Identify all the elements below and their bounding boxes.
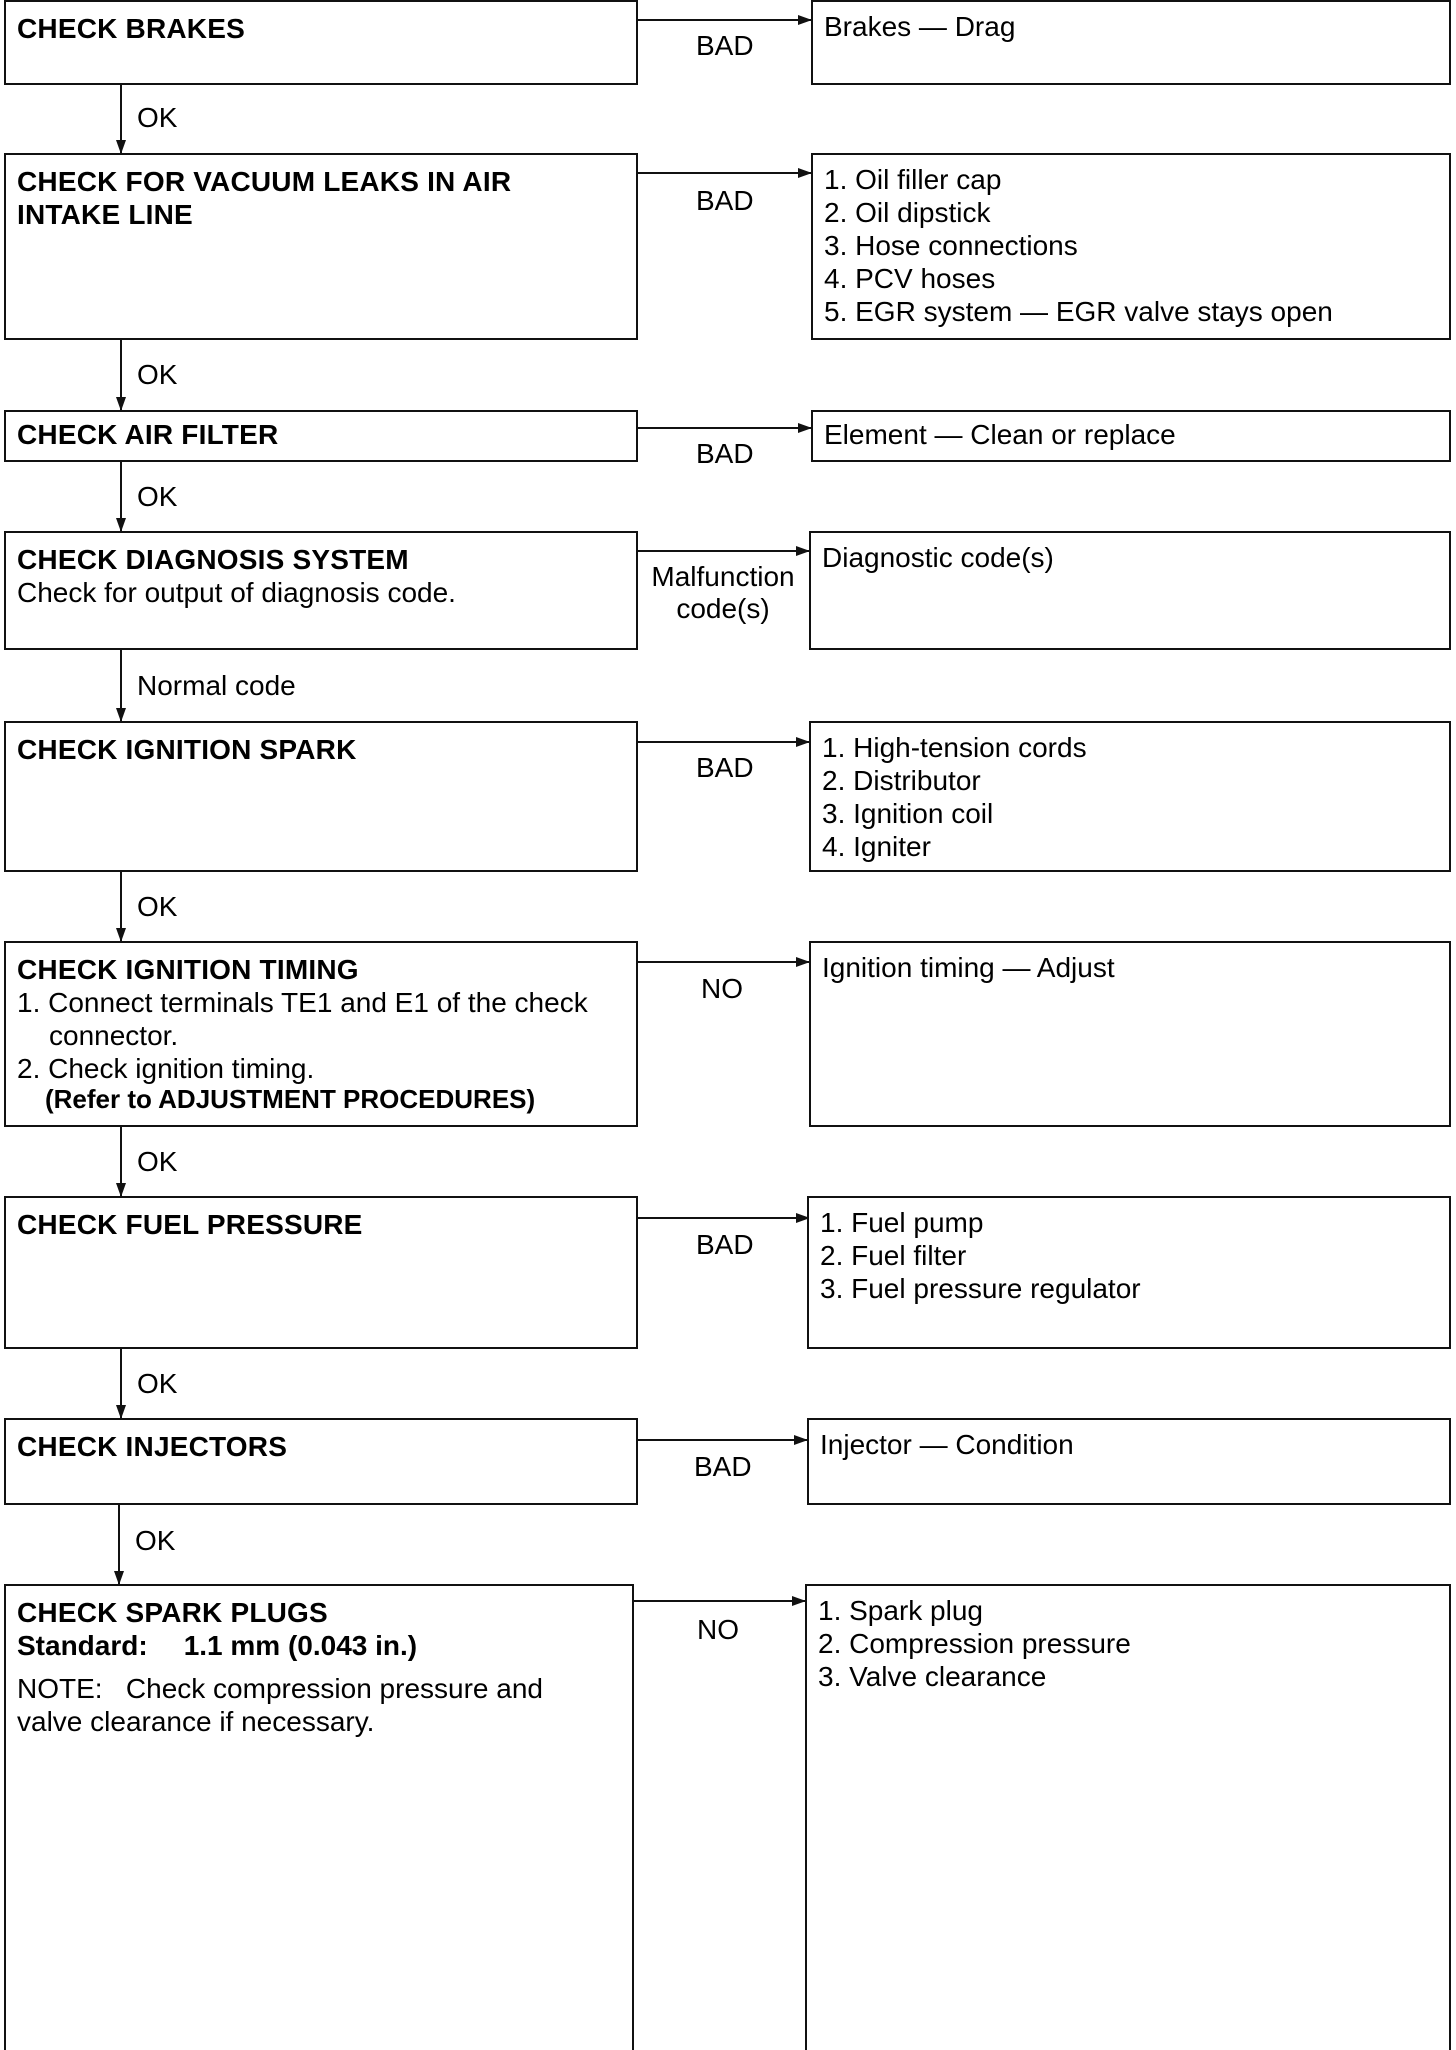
flow-label-ok: OK — [137, 359, 178, 390]
flow-label-ok: OK — [137, 102, 178, 133]
step-check-fuel-pressure — [4, 1196, 638, 1349]
result-vacuum-leak-causes — [811, 153, 1451, 340]
result-item: 2. Fuel filter — [820, 1240, 967, 1271]
spark-plug-standard — [17, 1629, 622, 1662]
step-check-brakes — [4, 0, 638, 85]
flow-label-ok: OK — [137, 1146, 178, 1177]
spark-plug-note: NOTE: Check compression pressure and — [17, 1673, 543, 1704]
flow-label-ok: OK — [137, 891, 178, 922]
step-title: CHECK FUEL PRESSURE — [17, 1209, 363, 1240]
result-brakes-drag — [811, 0, 1451, 85]
result-diagnostic-codes — [809, 531, 1451, 650]
result-ignition-spark-causes — [809, 721, 1451, 872]
branch-label-malfunction-codes — [642, 561, 804, 625]
step-instruction: 2. Check ignition timing. — [17, 1053, 315, 1084]
result-item: Ignition timing — Adjust — [822, 952, 1115, 983]
result-item: Brakes — Drag — [824, 11, 1016, 42]
step-title: CHECK INJECTORS — [17, 1431, 288, 1462]
step-title: CHECK BRAKES — [17, 13, 245, 44]
step-reference: (Refer to ADJUSTMENT PROCEDURES) — [45, 1084, 536, 1114]
step-check-ignition-timing — [4, 941, 638, 1127]
branch-label-bad: BAD — [696, 185, 754, 216]
standard-label: Standard: — [17, 1630, 148, 1661]
step-title: CHECK FOR VACUUM LEAKS IN AIR INTAKE LINE — [17, 166, 512, 230]
result-item: 1. Oil filler cap — [824, 164, 1002, 195]
step-check-air-filter — [4, 410, 638, 462]
step-check-spark-plugs — [4, 1584, 634, 2050]
branch-label-bad: BAD — [696, 438, 754, 469]
step-title: CHECK SPARK PLUGS — [17, 1597, 328, 1628]
branch-label-bad: BAD — [696, 752, 754, 783]
result-item: 3. Hose connections — [824, 230, 1078, 261]
step-check-ignition-spark — [4, 721, 638, 872]
step-instruction-continued: connector. — [49, 1020, 179, 1051]
result-item: 2. Oil dipstick — [824, 197, 991, 228]
result-item: 4. Igniter — [822, 831, 931, 862]
step-instruction: Check for output of diagnosis code. — [17, 577, 456, 608]
step-check-injectors — [4, 1418, 638, 1505]
step-title: CHECK DIAGNOSIS SYSTEM — [17, 544, 409, 575]
result-item: Element — Clean or replace — [824, 419, 1176, 450]
flow-label-ok: OK — [137, 1368, 178, 1399]
result-item: 2. Compression pressure — [818, 1628, 1131, 1659]
result-item: 3. Fuel pressure regulator — [820, 1273, 1141, 1304]
result-item: 1. High-tension cords — [822, 732, 1087, 763]
branch-label-bad: BAD — [696, 30, 754, 61]
result-item — [820, 1428, 1439, 1461]
result-fuel-pressure-causes — [807, 1196, 1451, 1349]
result-item: Diagnostic code(s) — [822, 542, 1054, 573]
flow-label-normal-code: Normal code — [137, 670, 296, 701]
flow-label-ok: OK — [135, 1525, 176, 1556]
result-item: 3. Valve clearance — [818, 1661, 1047, 1692]
step-title: CHECK AIR FILTER — [17, 419, 279, 450]
branch-label-no: NO — [701, 973, 743, 1004]
step-title: CHECK IGNITION TIMING — [17, 954, 359, 985]
result-spark-plug-causes — [805, 1584, 1451, 2050]
spark-plug-note-continued: valve clearance if necessary. — [17, 1706, 375, 1737]
result-item-text: Injector — Condition — [820, 1429, 1074, 1460]
flow-label-ok: OK — [137, 481, 178, 512]
result-injector-condition — [807, 1418, 1451, 1505]
branch-label-no: NO — [697, 1614, 739, 1645]
standard-value: 1.1 mm (0.043 in.) — [183, 1630, 418, 1661]
branch-label-line: Malfunction — [651, 561, 795, 592]
result-item: 5. EGR system — EGR valve stays open — [824, 296, 1333, 327]
result-ignition-timing-adjust — [809, 941, 1451, 1127]
result-item: 1. Fuel pump — [820, 1207, 984, 1238]
step-instruction: 1. Connect terminals TE1 and E1 of the check — [17, 987, 588, 1018]
step-check-diagnosis-system — [4, 531, 638, 650]
result-item: 2. Distributor — [822, 765, 981, 796]
result-item: 1. Spark plug — [818, 1595, 983, 1626]
branch-label-line: code(s) — [676, 593, 770, 624]
branch-label-bad: BAD — [696, 1229, 754, 1260]
step-title: CHECK IGNITION SPARK — [17, 734, 357, 765]
branch-label-bad: BAD — [694, 1451, 752, 1482]
result-element-clean-replace — [811, 410, 1451, 462]
step-check-vacuum-leaks — [4, 153, 638, 340]
result-item: 3. Ignition coil — [822, 798, 994, 829]
result-item: 4. PCV hoses — [824, 263, 996, 294]
